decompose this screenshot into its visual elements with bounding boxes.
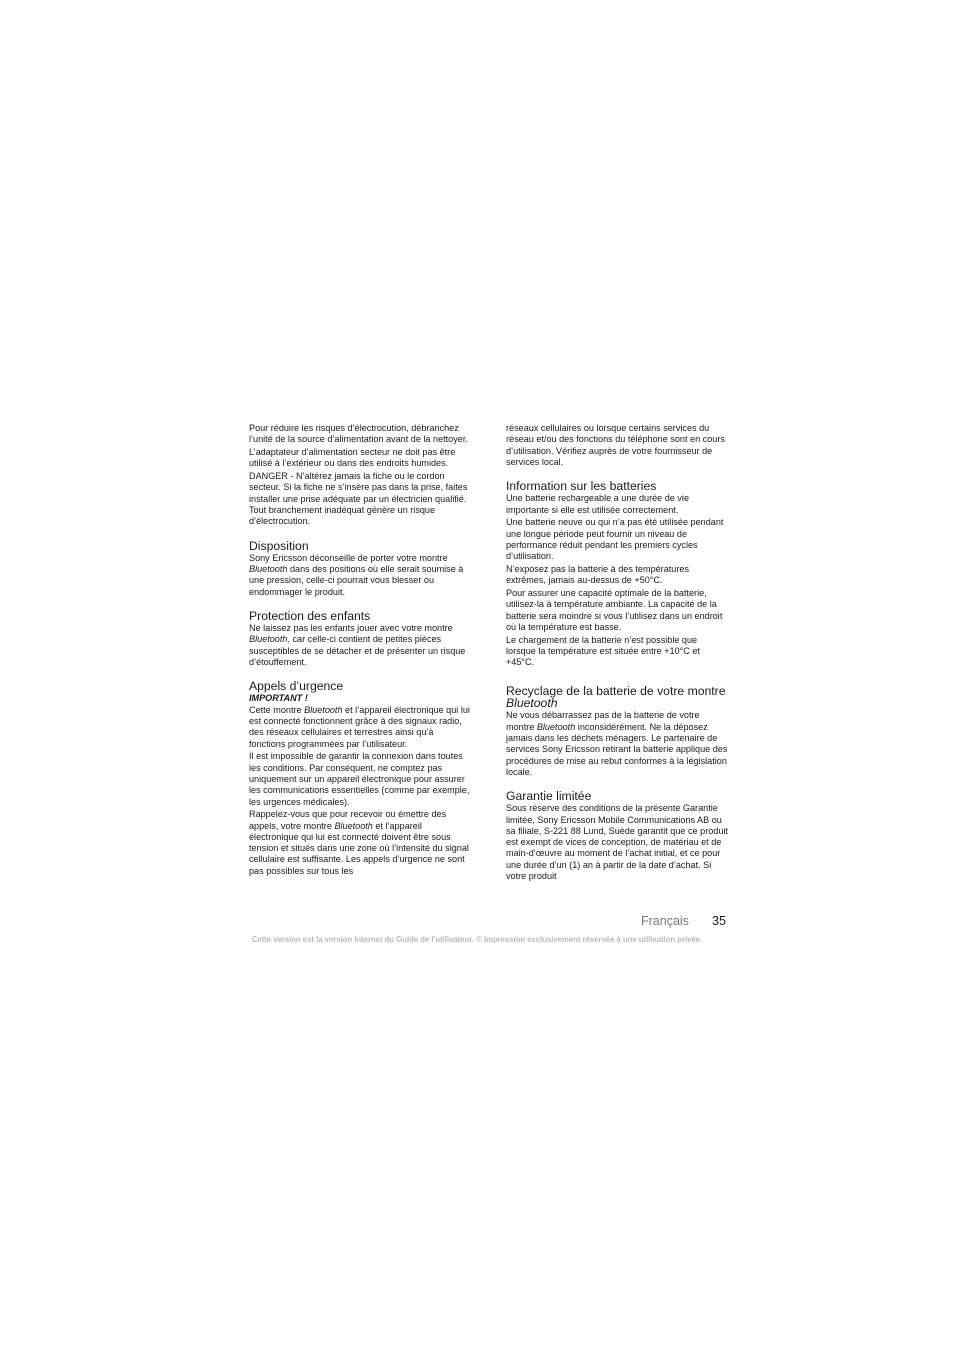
intro-paragraph: L’adaptateur d’alimentation secteur ne doit pas être utilisé à l’extérieur ou dans des endroits humides.: [249, 447, 456, 469]
text-run: et l’appareil électronique qui lui est connecté doivent être sous tension et situés dans une zone où l’intensité du signal cellulaire est suffisante. Les appels d’urgence ne sont pas possibles sur tous les: [249, 820, 469, 876]
disposition-paragraph: [249, 553, 471, 598]
footer-language: Français: [641, 914, 689, 928]
text-run: Ne vous débarrassez pas de la batterie de votre montre: [506, 710, 700, 732]
text-run: Rappelez-vous que pour recevoir ou émettre des appels, votre montre: [249, 809, 447, 831]
batteries-paragraph: N’exposez pas la batterie à des températures extrêmes, jamais au-dessus de +50°C.: [506, 564, 689, 586]
section-heading-batteries: Information sur les batteries: [506, 479, 657, 494]
italic-term: Bluetooth: [304, 704, 343, 715]
section-heading-recyclage: [506, 685, 728, 710]
text-run: , car celle-ci contient de petites pièces susceptibles de se détacher et de présenter un risque d’étouffement.: [249, 634, 466, 667]
batteries-paragraph: Le chargement de la batterie n’est possible que lorsque la température est située entre +10°C et +45°C.: [506, 634, 700, 668]
appels-paragraph-3: [249, 809, 471, 877]
section-heading-appels: Appels d’urgence: [249, 679, 344, 694]
recyclage-paragraph: [506, 710, 728, 778]
watermark-notice: Cette version est la version Internet du Guide de l'utilisateur. © Impression exclusivement réservée à une utilisation privée.: [251, 934, 703, 944]
left-column: [249, 423, 471, 879]
batteries-paragraph: Pour assurer une capacité optimale de la batterie, utilisez-la à température ambiante. La capacité de la batterie sera moindre si vous l’utilisez dans un endroit où la température est basse.: [506, 588, 723, 633]
appels-paragraph-1: [249, 705, 471, 750]
italic-term: Bluetooth: [536, 721, 576, 732]
text-run: Recyclage de la batterie de votre montre: [506, 683, 726, 698]
section-heading-disposition: Disposition: [249, 538, 309, 553]
text-run: dans des positions où elle serait soumise à une pression, celle-ci pourrait vous blesser ou endommager le produit.: [249, 564, 464, 597]
page-number: 35: [712, 914, 726, 928]
text-run: Cette montre: [249, 704, 305, 715]
intro-paragraph: DANGER - N’altérez jamais la fiche ou le cordon secteur. Si la fiche ne s’insère pas dans la prise, faites installer une prise adéquate par un électricien qualifié. Tout branchement inadéquat génère un risque d’électrocution.: [249, 471, 468, 527]
important-label: IMPORTANT !: [249, 693, 308, 704]
appels-paragraph-2: Il est impossible de garantir la connexion dans toutes les conditions. Par conséquent, ne comptez pas uniquement sur un appareil électronique pour assurer les communications essentielles (comme par exemple, les urgences médicales).: [249, 751, 470, 807]
intro-paragraph: Pour réduire les risques d’électrocution, débranchez l’unité de la source d’alimentation avant de la nettoyer.: [249, 423, 468, 445]
protection-paragraph: [249, 623, 471, 668]
section-heading-protection: Protection des enfants: [249, 608, 371, 623]
text-run: Ne laissez pas les enfants jouer avec votre montre: [249, 623, 453, 634]
italic-term: Bluetooth: [506, 696, 558, 711]
text-run: Sony Ericsson déconseille de porter votre montre: [249, 552, 448, 563]
italic-term: Bluetooth: [249, 564, 288, 575]
section-heading-garantie: Garantie limitée: [506, 789, 592, 804]
text-run: inconsidérément. Ne la déposez jamais dans les déchets ménagers. Le partenaire de services Sony Ericsson retirant la batterie applique des procédures de mise au rebut conformes à la législation locale.: [506, 721, 728, 777]
batteries-paragraph: Une batterie neuve ou qui n’a pas été utilisée pendant une longue période peut fournir un niveau de performance réduit pendant les premiers cycles d’utilisation.: [506, 517, 724, 562]
batteries-paragraph: Une batterie rechargeable a une durée de vie importante si elle est utilisée correctement.: [506, 493, 690, 515]
italic-term: Bluetooth: [334, 820, 373, 831]
text-run: et l’appareil électronique qui lui est connecté fonctionnent grâce à des signaux radio, des réseaux cellulaires et terrestres ainsi qu’à fonctions programmées par l’utilisateur.: [249, 704, 470, 749]
garantie-paragraph: Sous réserve des conditions de la présente Garantie limitée, Sony Ericsson Mobile Communications AB ou sa filiale, S-221 88 Lund, Suède garantit que ce produit est exempt de vices de conception, de matériau et de main-d’œuvre au moment de l’achat initial, et ce pour une durée d’un (1) an à partir de la date d’achat. Si votre produit: [506, 803, 728, 882]
right-column: [506, 423, 728, 884]
italic-term: Bluetooth: [249, 634, 288, 645]
continuation-paragraph: réseaux cellulaires ou lorsque certains services du réseau et/ou des fonctions du téléphone sont en cours d’utilisation. Vérifiez auprès de votre fournisseur de services local.: [506, 423, 725, 467]
